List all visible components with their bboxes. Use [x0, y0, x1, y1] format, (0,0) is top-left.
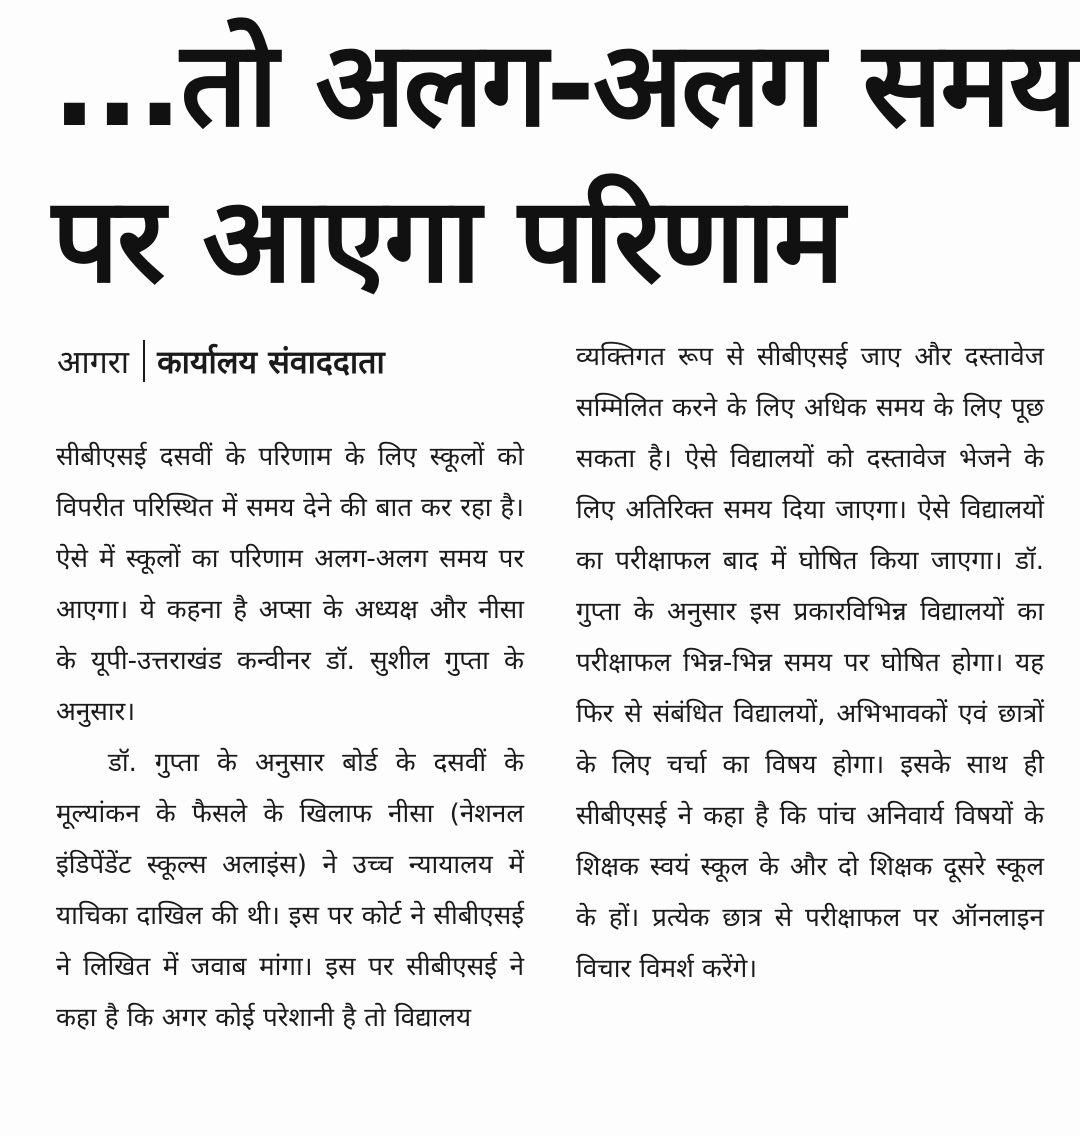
headline-line-2: पर आएगा परिणाम: [52, 171, 843, 309]
byline-place: आगरा: [57, 342, 130, 381]
paragraph-court: डॉ. गुप्ता के अनुसार बोर्ड के दसवीं के मूल्यांकन के फैसले के खिलाफ नीसा (नेशनल इंडिपेंडेंट स्कूल्स अलाइंस) ने उच्च न्यायालय में याचिका दाखिल की थी। इस पर कोर्ट ने सीबीएसई ने लिखित में जवाब मांगा। इस पर सीबीएसई ने कहा है कि अगर कोई परेशानी है तो विद्यालय: [56, 748, 524, 1033]
paragraph-intro: सीबीएसई दसवीं के परिणाम के लिए स्कूलों को विपरीत परिस्थित में समय देने की बात कर रहा है। ऐसे में स्कूलों का परिणाम अलग-अलग समय पर आएगा। ये कहना है अप्सा के अध्यक्ष और नीसा के यूपी-उत्तराखंड कन्वीनर डॉ. सुशील गुप्ता के अनुसार।: [56, 442, 524, 727]
byline-author: कार्यालय संवाददाता: [157, 342, 385, 381]
paragraph-continuation: व्यक्तिगत रूप से सीबीएसई जाए और दस्तावेज सम्मिलित करने के लिए अधिक समय के लिए पूछ सकता है। ऐसे विद्यालयों को दस्तावेज भेजने के लिए अतिरिक्त समय दिया जाएगा। ऐसे विद्यालयों का परीक्षाफल बाद में घोषित किया जाएगा। डॉ. गुप्ता के अनुसार इस प्रकारविभिन्न विद्यालयों का परीक्षाफल भिन्न-भिन्न समय पर घोषित होगा। यह फिर से संबंधित विद्यालयों, अभिभावकों एवं छात्रों के लिए चर्चा का विषय होगा। इसके साथ ही सीबीएसई ने कहा है कि पांच अनिवार्य विषयों के शिक्षक स्वयं स्कूल के और दो शिक्षक दूसरे स्कूल के हों। प्रत्येक छात्र से परीक्षाफल पर ऑनलाइन विचार विमर्श करेंगे।: [576, 342, 1044, 984]
article-column-right: [576, 332, 1044, 995]
headline-line-1: ...तो अलग-अलग समय: [52, 15, 1076, 153]
headline: [52, 6, 1076, 318]
article-column-left: [56, 432, 524, 1044]
byline-divider: [143, 340, 145, 382]
byline: [57, 336, 385, 386]
